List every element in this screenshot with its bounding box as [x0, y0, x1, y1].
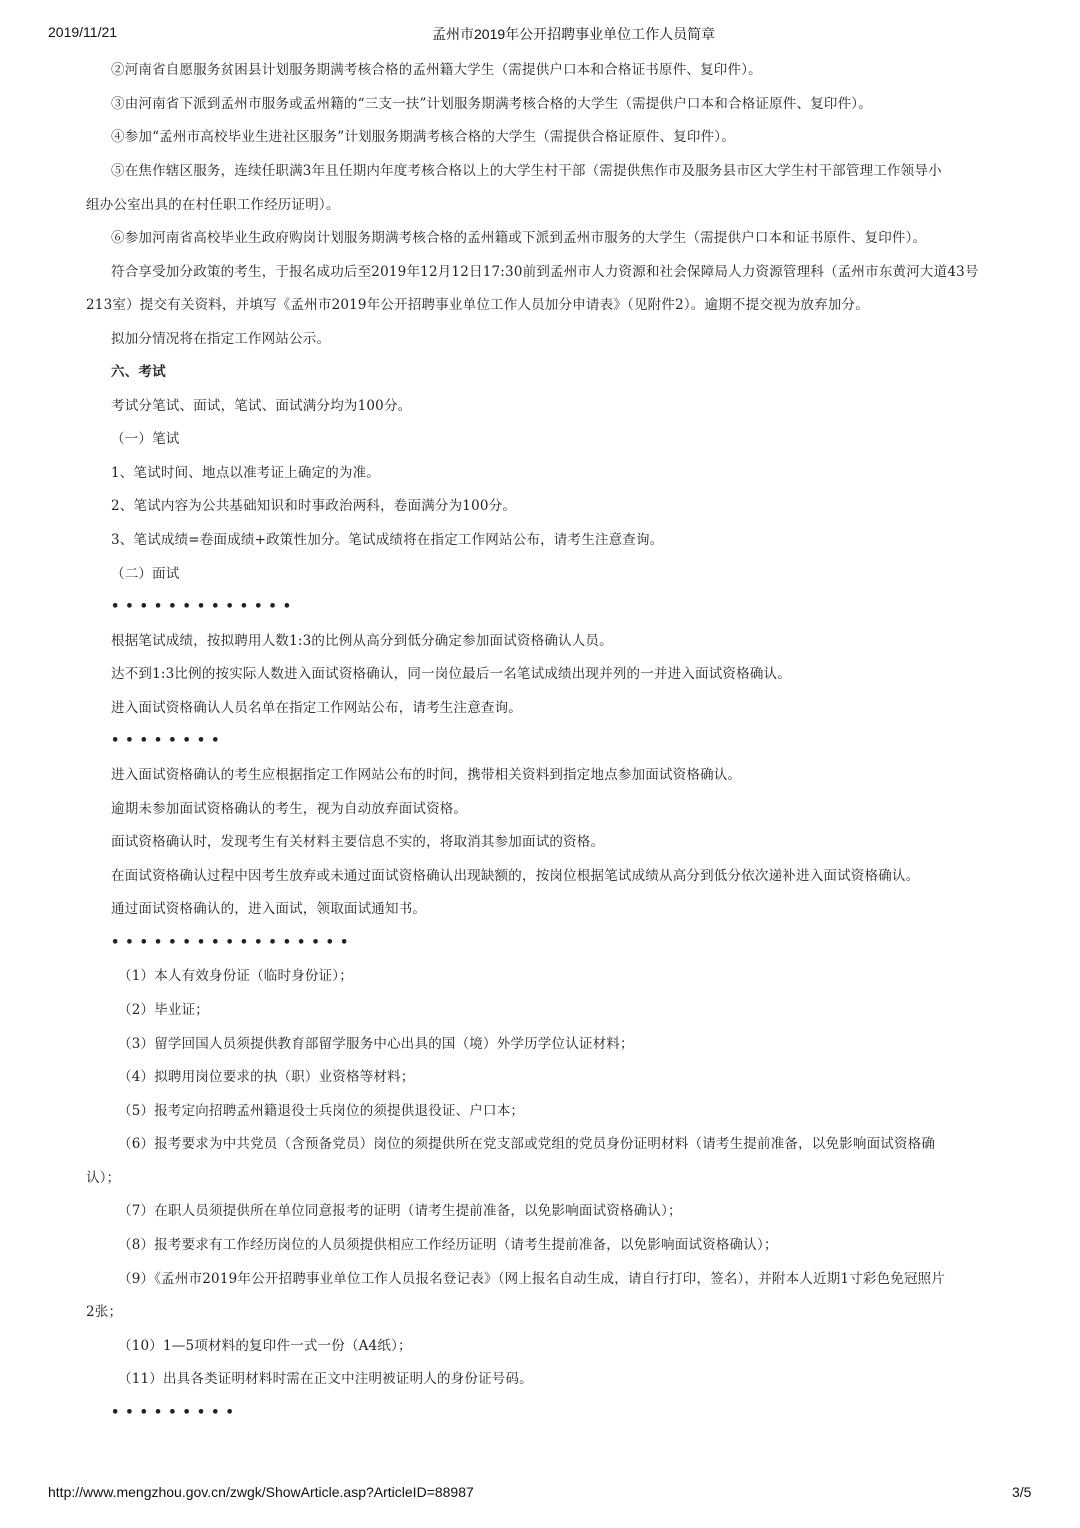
section-heading: 六、考试 [111, 364, 166, 380]
list-item: （5）报考定向招聘孟州籍退役士兵岗位的须提供退役证、户口本； [118, 1103, 525, 1119]
list-item: （2）毕业证； [118, 1002, 209, 1018]
list-item: （4）拟聘用岗位要求的执（职）业资格等材料； [118, 1069, 415, 1085]
list-item: （7）在职人员须提供所在单位同意报考的证明（请考生提前准备，以免影响面试资格确认）； [118, 1203, 682, 1219]
list-item: （6）报考要求为中共党员（含预备党员）岗位的须提供所在党支部或党组的党员身份证明材料（请考生提前准备，以免影响面试资格确 [118, 1136, 936, 1152]
paragraph: 根据笔试成绩，按拟聘用人数1:3的比例从高分到低分确定参加面试资格确认人员。 [111, 633, 613, 649]
paragraph: 进入面试资格确认人员名单在指定工作网站公布，请考生注意查询。 [111, 700, 522, 716]
bullet-dots: ••••••••••••••••• [111, 935, 355, 950]
print-date: 2019/11/21 [48, 24, 118, 40]
page-url: http://www.mengzhou.gov.cn/zwgk/ShowArticle.asp?ArticleID=88987 [48, 1484, 474, 1500]
paragraph: 逾期未参加面试资格确认的考生，视为自动放弃面试资格。 [111, 801, 468, 817]
paragraph: 考试分笔试、面试，笔试、面试满分均为100分。 [111, 398, 412, 414]
bullet-dots: ••••••••• [111, 1405, 240, 1420]
bullet-dots: ••••••••••••• [111, 599, 298, 614]
paragraph: 3、笔试成绩=卷面成绩+政策性加分。笔试成绩将在指定工作网站公布，请考生注意查询。 [111, 532, 664, 548]
paragraph: 进入面试资格确认的考生应根据指定工作网站公布的时间，携带相关资料到指定地点参加面试资格确认。 [111, 767, 742, 783]
paragraph: ⑥参加河南省高校毕业生政府购岗计划服务期满考核合格的孟州籍或下派到孟州市服务的大学生（需提供户口本和证书原件、复印件）。 [111, 230, 927, 246]
paragraph-continuation: 213室）提交有关资料，并填写《孟州市2019年公开招聘事业单位工作人员加分申请表》（见附件2）。逾期不提交视为放弃加分。 [86, 297, 869, 313]
subsection-heading: （二）面试 [111, 566, 180, 582]
list-item: （1）本人有效身份证（临时身份证）； [118, 968, 353, 984]
paragraph: ②河南省自愿服务贫困县计划服务期满考核合格的孟州籍大学生（需提供户口本和合格证书原件、复印件）。 [111, 62, 762, 78]
list-item: （10）1—5项材料的复印件一式一份（A4纸）； [118, 1338, 412, 1354]
paragraph: 达不到1:3比例的按实际人数进入面试资格确认，同一岗位最后一名笔试成绩出现并列的一并进入面试资格确认。 [111, 666, 791, 682]
bullet-dots: •••••••• [111, 733, 226, 748]
list-item: （11）出具各类证明材料时需在正文中注明被证明人的身份证号码。 [118, 1371, 533, 1387]
paragraph: 面试资格确认时，发现考生有关材料主要信息不实的，将取消其参加面试的资格。 [111, 834, 605, 850]
paragraph: 通过面试资格确认的，进入面试，领取面试通知书。 [111, 901, 427, 917]
paragraph: 符合享受加分政策的考生，于报名成功后至2019年12月12日17:30前到孟州市人力资源和社会保障局人力资源管理科（孟州市东黄河大道43号 [111, 264, 979, 280]
page-header-title: 孟州市2019年公开招聘事业单位工作人员简章 [432, 26, 716, 42]
list-item-continuation: 2张； [86, 1304, 123, 1320]
paragraph: 1、笔试时间、地点以准考证上确定的为准。 [111, 465, 381, 481]
paragraph: 拟加分情况将在指定工作网站公示。 [111, 331, 331, 347]
subsection-heading: （一）笔试 [111, 431, 180, 447]
paragraph: 在面试资格确认过程中因考生放弃或未通过面试资格确认出现缺额的，按岗位根据笔试成绩从高分到低分依次递补进入面试资格确认。 [111, 868, 920, 884]
paragraph: ③由河南省下派到孟州市服务或孟州籍的“三支一扶”计划服务期满考核合格的大学生（需提供户口本和合格证原件、复印件）。 [111, 96, 872, 112]
list-item-continuation: 认）； [86, 1170, 121, 1186]
paragraph: ④参加“孟州市高校毕业生进社区服务”计划服务期满考核合格的大学生（需提供合格证原件、复印件）。 [111, 129, 735, 145]
page-number: 3/5 [1012, 1484, 1032, 1500]
list-item: （3）留学回国人员须提供教育部留学服务中心出具的国（境）外学历学位认证材料； [118, 1036, 634, 1052]
paragraph: 2、笔试内容为公共基础知识和时事政治两科，卷面满分为100分。 [111, 498, 517, 514]
list-item: （9）《孟州市2019年公开招聘事业单位工作人员报名登记表》（网上报名自动生成，请自行打印，签名），并附本人近期1寸彩色免冠照片 [118, 1271, 946, 1287]
paragraph: ⑤在焦作辖区服务，连续任职满3年且任期内年度考核合格以上的大学生村干部（需提供焦作市及服务县市区大学生村干部管理工作领导小 [111, 163, 942, 179]
list-item: （8）报考要求有工作经历岗位的人员须提供相应工作经历证明（请考生提前准备，以免影响面试资格确认）； [118, 1237, 778, 1253]
paragraph-continuation: 组办公室出具的在村任职工作经历证明）。 [86, 197, 340, 213]
